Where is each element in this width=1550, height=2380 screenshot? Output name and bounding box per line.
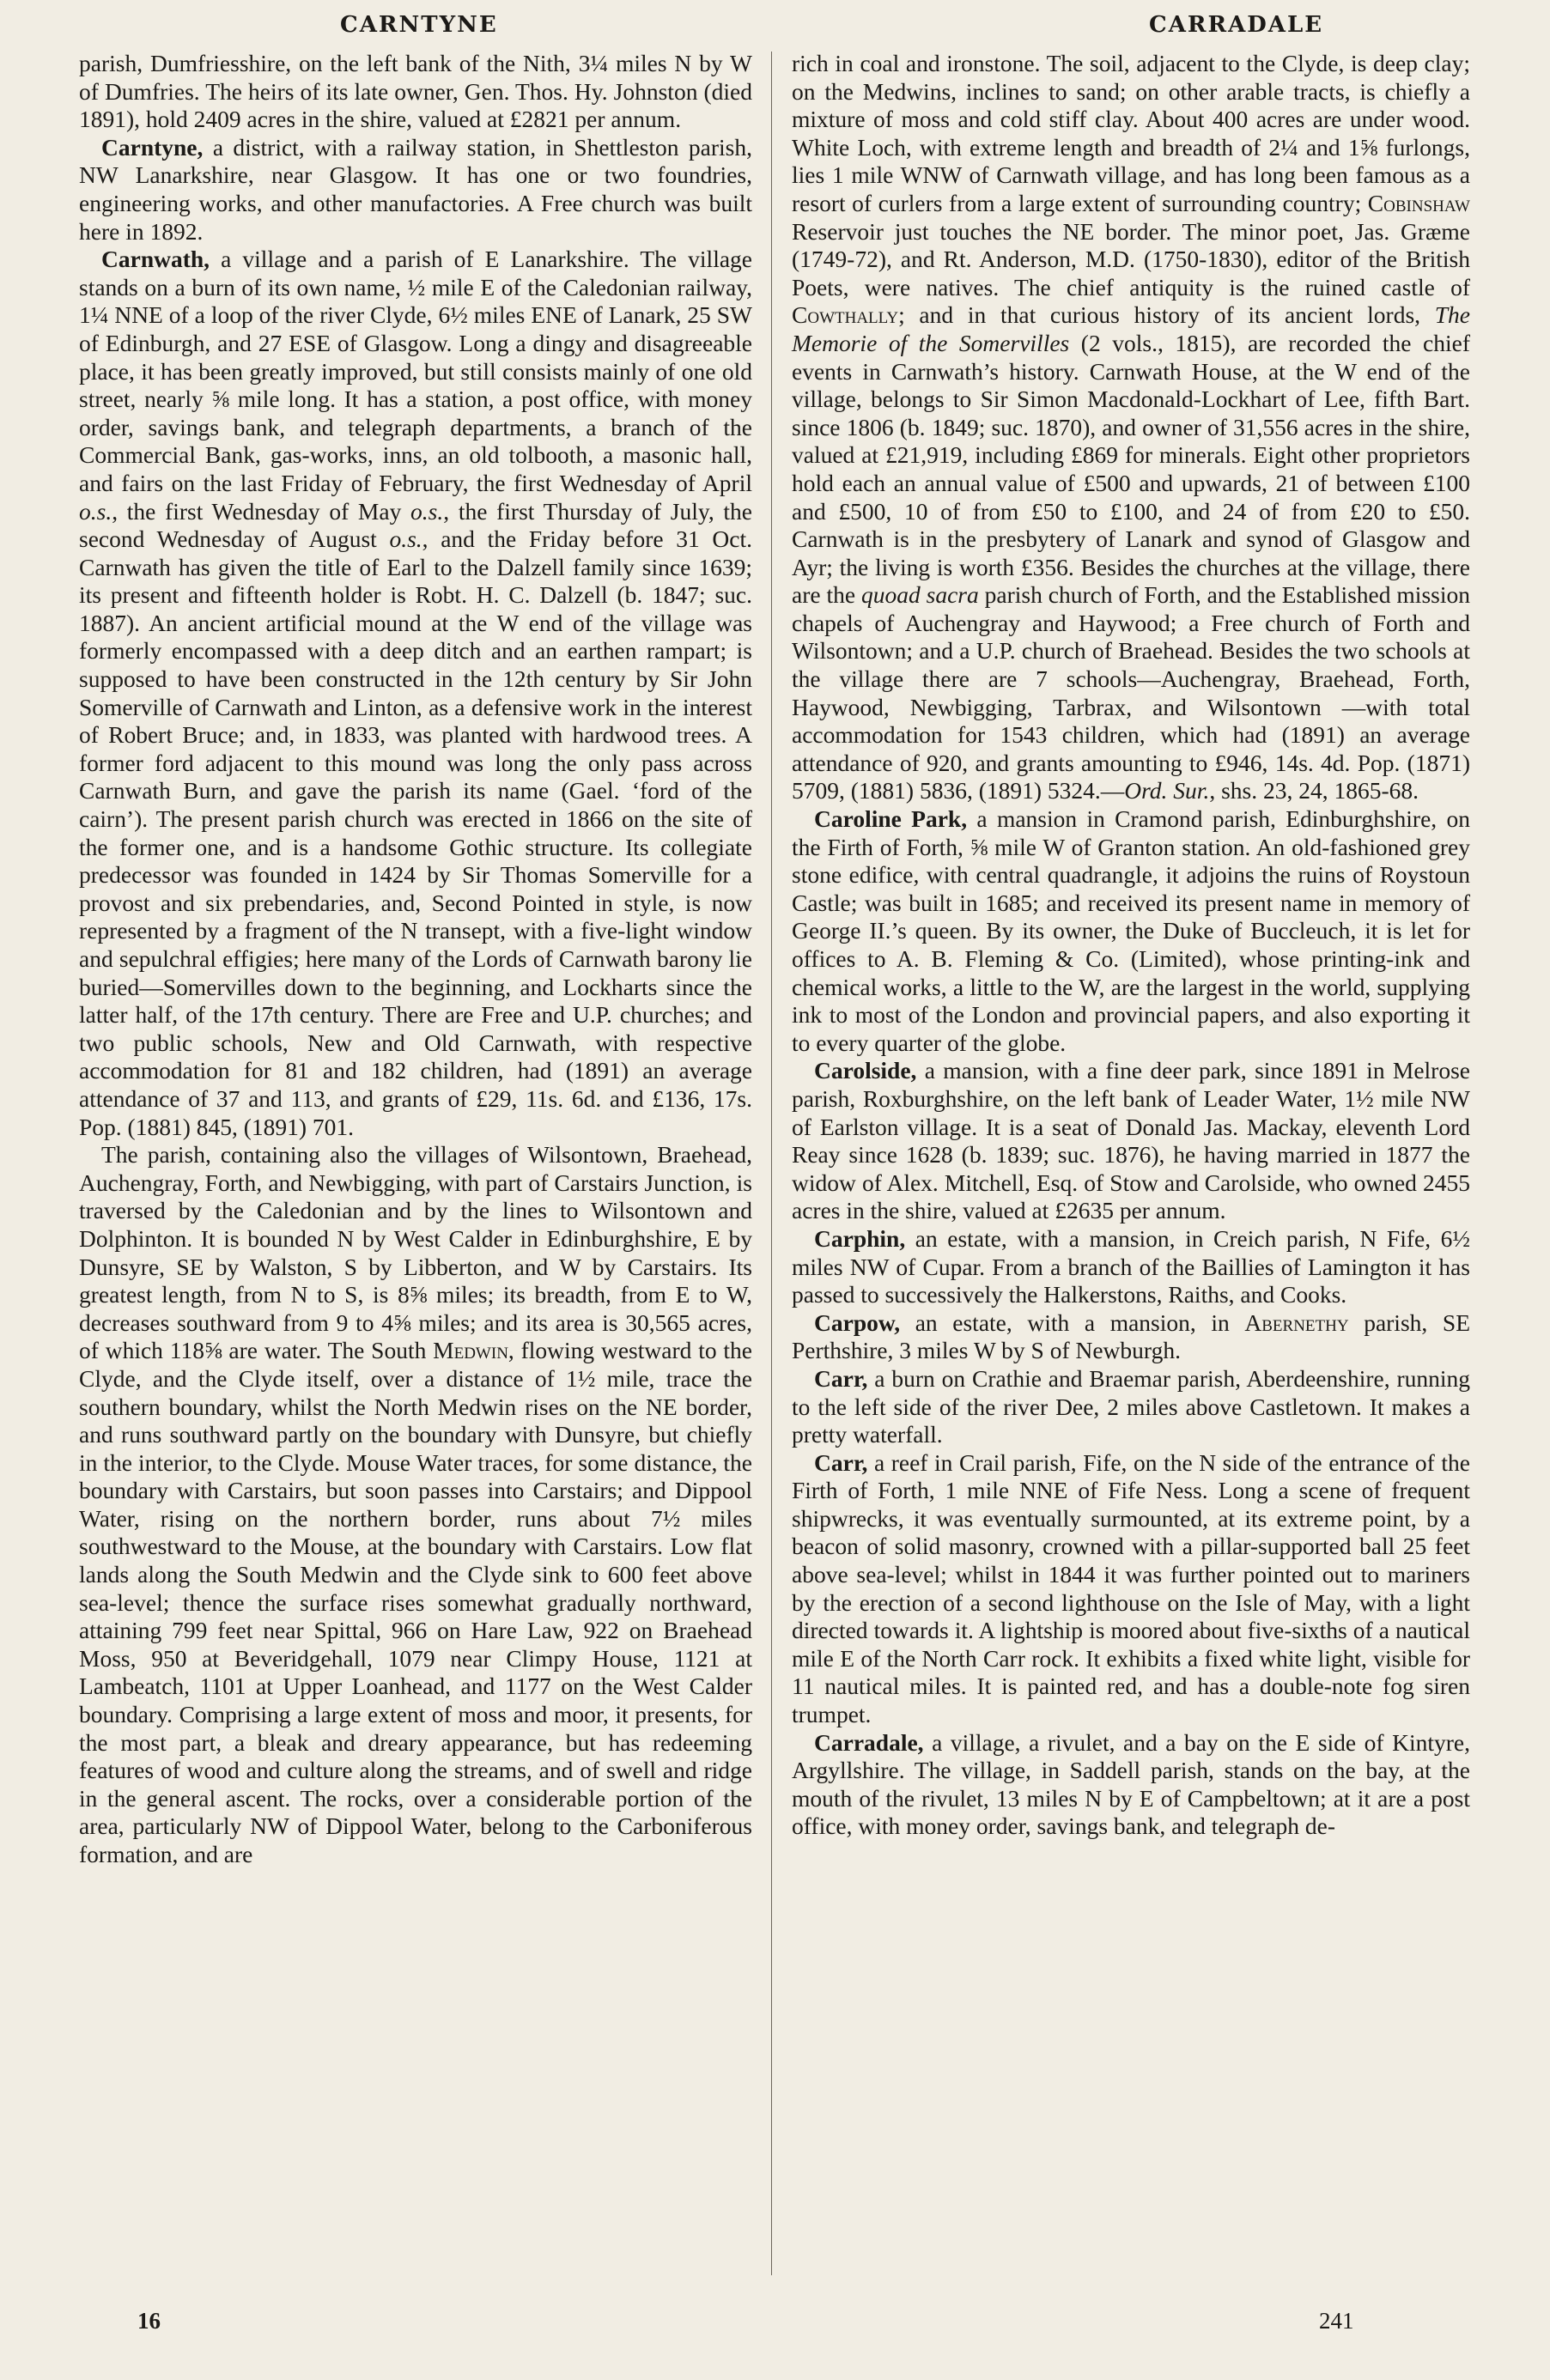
- entry-carntyne: [79, 134, 752, 246]
- entry-text: ; and in that curious history of its ancient lords,: [898, 301, 1435, 329]
- entry-carolside: [792, 1057, 1470, 1225]
- entry-text: a district, with a railway station, in Shettleston parish, NW Lanarkshire, near Glasgow. It has one or two foundries, engineering works, and other manufactories. A Free church was built here in 1892.: [79, 133, 752, 245]
- entry-text: an estate, with a mansion, in Creich parish, N Fife, 6½ miles NW of Cupar. From a branch of the Baillies of Lamington it has passed to successively the Halkerstons, Raiths, and Cooks.: [792, 1224, 1470, 1308]
- entry-text: , the first Thursday of July, the second Wednesday of August: [79, 497, 752, 553]
- entry-text: a mansion in Cramond parish, Edinburghshire, on the Firth of Forth, ⅝ mile W of Granton station. An old-fashioned grey stone edifice, with central quadrangle, it adjoins the ruins of Roystoun Castle; was built in 1685; and received its present name in memory of George II.’s queen. By its owner, the Duke of Buccleuch, it is let for offices to A. B. Fleming & Co. (Limited), whose printing-ink and chemical works, a little to the W, are the largest in the world, supplying ink to most of the London and provincial papers, and also exporting it to every quarter of the globe.: [792, 805, 1470, 1056]
- entry-carphin: [792, 1225, 1470, 1309]
- column-divider: [771, 52, 772, 2275]
- headword-carr: Carr,: [814, 1448, 868, 1476]
- continued-paragraph: parish, Dumfriesshire, on the left bank of the Nith, 3¼ miles N by W of Dumfries. The heirs of its late owner, Gen. Thos. Hy. Johnston (died 1891), hold 2409 acres in the shire, valued at £2821 per annum.: [79, 50, 752, 133]
- entry-text: a mansion, with a fine deer park, since 1891 in Melrose parish, Roxburghshire, on the left bank of Leader Water, 1½ mile NW of Earlston village. It is a seat of Donald Jas. Mackay, eleventh Lord Reay since 1628 (b. 1839; suc. 1876), he having married in 1877 the widow of Alex. Mitchell, Esq. of Stow and Carolside, who owned 2455 acres in the shire, valued at £2635 per annum.: [792, 1057, 1470, 1224]
- entry-text: , shs. 23, 24, 1865-68.: [1209, 777, 1419, 804]
- headword-carr: Carr,: [814, 1364, 868, 1392]
- headword-carnwath: Carnwath,: [101, 246, 210, 273]
- left-column: [79, 50, 752, 1869]
- headword-caroline-park: Caroline Park,: [814, 805, 968, 833]
- headword-carolside: Carolside,: [814, 1057, 917, 1084]
- continued-paragraph: [792, 50, 1470, 805]
- old-style-abbrev: o.s.: [410, 497, 444, 525]
- entry-carpow: [792, 1309, 1470, 1365]
- source-abbrev: Ord. Sur.: [1124, 777, 1210, 804]
- book-title: The Memorie of the Somervilles: [792, 301, 1470, 356]
- entry-text: an estate, with a mansion, in: [900, 1308, 1245, 1336]
- headword-carradale: Carradale,: [814, 1728, 924, 1756]
- running-head-right: CARRADALE: [1149, 12, 1324, 38]
- entry-text: parish church of Forth, and the Established mission chapels of Auchengray and Haywood; a Free church of Forth and Wilsontown; and a U.P. church of Braehead. Besides the two schools at the village there are 7 schools—Auchengray, Braehead, Forth, Haywood, Newbigging, Tarbrax, and Wilsontown —with total accommodation for 1543 children, which had (1891) an average attendance of 920, and grants amounting to £946, 14s. 4d. Pop. (1871) 5709, (1881) 5836, (1891) 5324.—: [792, 581, 1470, 804]
- entry-carnwath: [79, 246, 752, 1141]
- cross-reference: Cowthally: [792, 301, 899, 329]
- headword-carntyne: Carntyne,: [101, 133, 204, 161]
- cross-reference: Medwin: [433, 1337, 508, 1364]
- entry-text: a burn on Crathie and Braemar parish, Aberdeenshire, running to the left side of the river Dee, 2 miles above Castletown. It makes a pretty waterfall.: [792, 1364, 1470, 1448]
- entry-text: Reservoir just touches the NE border. The minor poet, Jas. Græme (1749-72), and Rt. Anderson, M.D. (1750-1830), editor of the British Poets, were natives. The chief antiquity is the ruined castle of: [792, 217, 1470, 301]
- entry-text: (2 vols., 1815), are recorded the chief events in Carnwath’s history. Carnwath House, at the W end of the village, belongs to Sir Simon Macdonald-Lockhart of Lee, fifth Bart. since 1806 (b. 1849; suc. 1870), and owner of 31,556 acres in the shire, valued at £21,919, including £869 for minerals. Eight other proprietors hold each an annual value of £500 and upwards, 21 of between £100 and £500, 10 of from £50 to £100, and 24 of from £20 to £50. Carnwath is in the presbytery of Lanark and synod of Glasgow and Ayr; the living is worth £356. Besides the churches at the village, there are the: [792, 329, 1471, 609]
- old-style-abbrev: o.s.: [389, 525, 422, 553]
- page-number-right: 241: [1319, 2308, 1354, 2334]
- headword-carpow: Carpow,: [814, 1308, 901, 1336]
- entry-carr-burn: [792, 1365, 1470, 1449]
- entry-text: , flowing westward to the Clyde, and the Clyde itself, over a distance of 1½ mile, trace the southern boundary, whilst the North Medwin rises on the NE border, and runs southward partly on the boundary with Dunsyre, but chiefly in the interior, to the Clyde. Mouse Water traces, for some distance, the boundary with Carstairs, but soon passes into Carstairs; and Dippool Water, rising on the northern border, runs about 7½ miles southwestward to the Mouse, at the boundary with Carstairs. Low flat lands along the South Medwin and the Clyde sink to 600 feet above sea-level; thence the surface rises somewhat gradually northward, attaining 799 feet near Spittal, 966 on Hare Law, 922 on Braehead Moss, 950 at Beveridgehall, 1079 near Climpy House, 1121 at Lambeatch, 1101 at Upper Loanhead, and 1177 on the West Calder boundary. Comprising a large extent of moss and moor, it presents, for the most part, a bleak and dreary appearance, but has redeeming features of wood and culture along the streams, and of swell and ridge in the general ascent. The rocks, over a considerable portion of the area, particularly NW of Dippool Water, belong to the Carboniferous formation, and are: [79, 1337, 752, 1867]
- cross-reference: Cobinshaw: [1367, 189, 1470, 216]
- entry-text: rich in coal and ironstone. The soil, adjacent to the Clyde, is deep clay; on the Medwins, inclines to sand; on other arable tracts, is chiefly a mixture of moss and cold stiff clay. About 400 acres are under wood. White Loch, with extreme length and breadth of 2¼ and 1⅝ furlongs, lies 1 mile WNW of Carnwath village, and has long been famous as a resort of curlers from a large extent of surrounding country;: [792, 50, 1470, 216]
- entry-caroline-park: [792, 805, 1470, 1057]
- entry-text: , the first Wednesday of May: [112, 497, 411, 525]
- latin-term: quoad sacra: [860, 581, 979, 609]
- page-number-left: 16: [137, 2308, 161, 2334]
- entry-text: a village, a rivulet, and a bay on the E side of Kintyre, Argyllshire. The village, in Saddell parish, stands on the bay, at the mouth of the rivulet, 13 miles N by E of Campbeltown; at it are a post office, with money order, savings bank, and telegraph de-: [792, 1728, 1470, 1840]
- entry-text: a reef in Crail parish, Fife, on the N side of the entrance of the Firth of Forth, 1 mile NNE of Fife Ness. Long a scene of frequent shipwrecks, it was eventually surmounted, at its extreme point, by a beacon of solid masonry, crowned with a pillar-supported ball 25 feet above sea-level; whilst in 1844 it was further pointed out to mariners by the erection of a second lighthouse on the Isle of May, with a light directed towards it. A lightship is moored about five-sixths of a nautical mile E of the North Carr rock. It exhibits a fixed white light, visible for 11 nautical miles. It is painted red, and has a double-note fog siren trumpet.: [792, 1448, 1470, 1728]
- right-column: [792, 50, 1470, 1841]
- entry-carradale: [792, 1729, 1470, 1841]
- cross-reference: Abernethy: [1244, 1308, 1349, 1336]
- old-style-abbrev: o.s.: [79, 497, 112, 525]
- entry-text: , and the Friday before 31 Oct. Carnwath has given the title of Earl to the Dalzell family since 1639; its present and fifteenth holder is Robt. H. C. Dalzell (b. 1847; suc. 1887). An ancient artificial mound at the W end of the village was formerly encompassed with a deep ditch and an earthen rampart; is supposed to have been constructed in the 12th century by Sir John Somerville of Carnwath and Linton, as a defensive work in the interest of Robert Bruce; and, in 1833, was planted with hardwood trees. A former ford adjacent to this mound was long the only pass across Carnwath Burn, and gave the parish its name (Gael. ‘ford of the cairn’). The present parish church was erected in 1866 on the site of the former one, and is a handsome Gothic structure. Its collegiate predecessor was founded in 1424 by Sir Thomas Somerville for a provost and six prebendaries, and, Second Pointed in style, is now represented by a fragment of the N transept, with a five-light window and sepulchral effigies; here many of the Lords of Carnwath barony lie buried—Somervilles down to the beginning, and Lockharts since the latter half, of the 17th century. There are Free and U.P. churches; and two public schools, New and Old Carnwath, with respective accommodation for 81 and 182 children, had (1891) an average attendance of 37 and 113, and grants of £29, 11s. 6d. and £136, 17s. Pop. (1881) 845, (1891) 701.: [79, 525, 752, 1140]
- parish-paragraph: [79, 1141, 752, 1868]
- headword-carphin: Carphin,: [814, 1224, 906, 1252]
- running-head-left: CARNTYNE: [340, 12, 498, 38]
- entry-text: The parish, containing also the villages of Wilsontown, Braehead, Auchengray, Forth, and Newbigging, with part of Carstairs Junction, is traversed by the Caledonian and by the lines to Wilsontown and Dolphinton. It is bounded N by West Calder in Edinburghshire, E by Dunsyre, SE by Walston, S by Libberton, and W by Carstairs. Its greatest length, from N to S, is 8⅝ miles; its breadth, from E to W, decreases southward from 9 to 4⅝ miles; and its area is 30,565 acres, of which 118⅝ are water. The South: [79, 1141, 752, 1364]
- entry-text: parish, SE Perthshire, 3 miles W by S of Newburgh.: [792, 1308, 1470, 1364]
- entry-carr-reef: [792, 1449, 1470, 1729]
- entry-text: a village and a parish of E Lanarkshire. The village stands on a burn of its own name, ½ mile E of the Caledonian railway, 1¼ NNE of a loop of the river Clyde, 6½ miles ENE of Lanark, 25 SW of Edinburgh, and 27 ESE of Glasgow. Long a dingy and disagreeable place, it has been greatly improved, but still consists mainly of one old street, nearly ⅝ mile long. It has a station, a post office, with money order, savings bank, and telegraph departments, a branch of the Commercial Bank, gas-works, inns, an old tolbooth, a masonic hall, and fairs on the last Friday of February, the first Wednesday of April: [79, 246, 752, 496]
